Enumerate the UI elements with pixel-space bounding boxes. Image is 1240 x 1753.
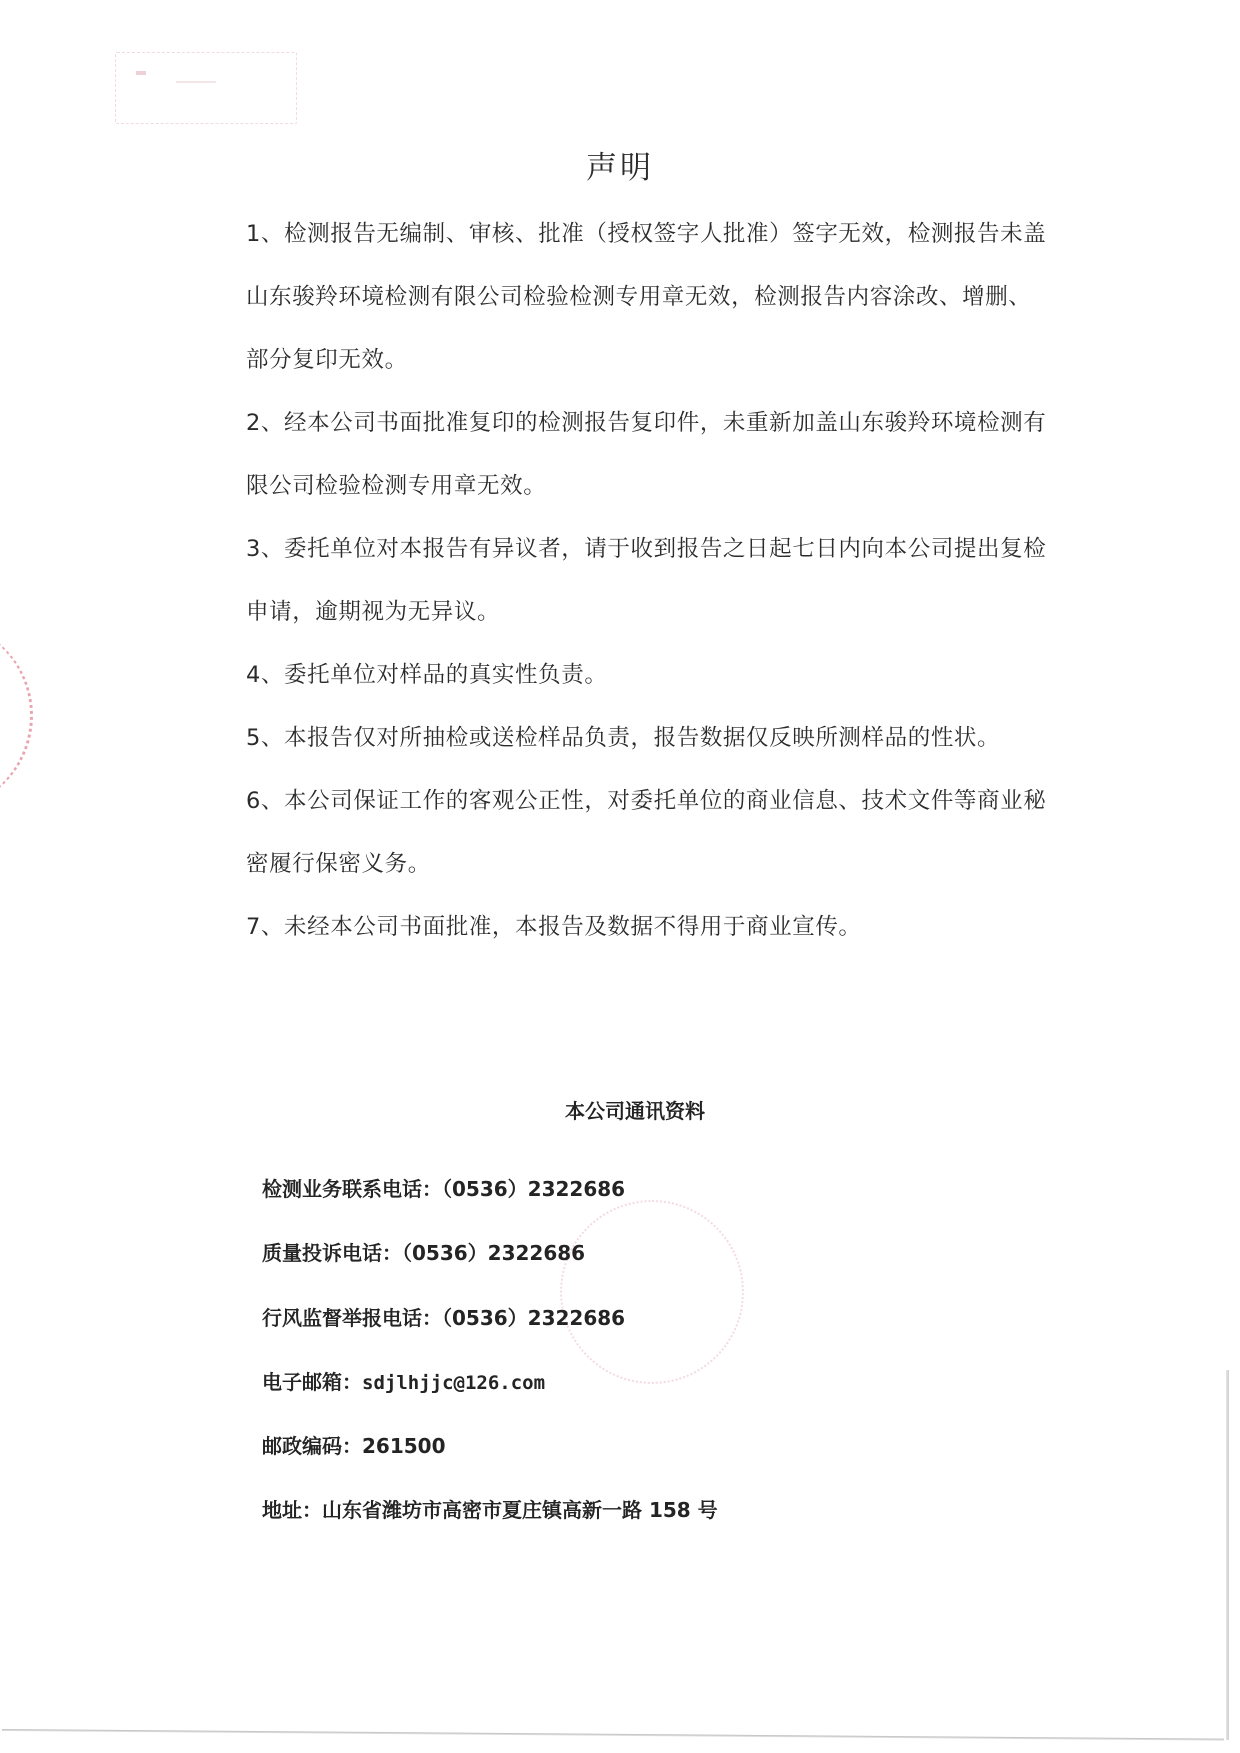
clause-text: 7、未经本公司书面批准，本报告及数据不得用于商业宣传。 <box>246 914 862 940</box>
contact-value: （0536）2322686 <box>442 1306 626 1330</box>
page-edge-bottom <box>2 1729 1224 1741</box>
contact-label: 行风监督举报电话： <box>262 1306 442 1330</box>
red-seal-icon <box>560 1200 744 1384</box>
red-seal-edge-icon <box>0 607 45 823</box>
clause-7 <box>198 896 1048 959</box>
stamp-fragment <box>136 71 146 75</box>
clause-4 <box>198 644 1048 707</box>
clause-text: 3、委托单位对本报告有异议者，请于收到报告之日起七日内向本公司提出复检申请，逾期视为无异议。 <box>246 536 1047 625</box>
contact-label: 邮政编码： <box>262 1434 362 1458</box>
contact-business-phone <box>262 1173 625 1202</box>
faded-stamp-mark <box>115 52 297 124</box>
contact-value: 261500 <box>362 1434 446 1458</box>
contact-value: sdjlhjjc@126.com <box>362 1372 546 1394</box>
clause-text: 1、检测报告无编制、审核、批准（授权签字人批准）签字无效，检测报告未盖山东骏羚环境检测有限公司检验检测专用章无效，检测报告内容涂改、增删、部分复印无效。 <box>246 221 1047 373</box>
clause-text: 6、本公司保证工作的客观公正性，对委托单位的商业信息、技术文件等商业秘密履行保密义务。 <box>246 788 1047 877</box>
clause-3 <box>198 518 1048 644</box>
contact-postcode <box>262 1430 446 1459</box>
contact-address <box>262 1494 718 1523</box>
contact-label: 质量投诉电话： <box>262 1241 402 1265</box>
contact-label: 地址： <box>262 1498 322 1522</box>
page-edge-right <box>1226 1370 1229 1740</box>
clause-text: 4、委托单位对样品的真实性负责。 <box>246 662 608 688</box>
contact-value: 山东省潍坊市高密市夏庄镇高新一路 158 号 <box>322 1498 718 1522</box>
contact-supervision-phone <box>262 1302 625 1331</box>
contact-label: 电子邮箱： <box>262 1370 362 1394</box>
clause-2 <box>198 392 1048 518</box>
contact-section-title: 本公司通讯资料 <box>565 1099 705 1123</box>
clause-5 <box>198 707 1048 770</box>
contact-label: 检测业务联系电话： <box>262 1177 442 1201</box>
clause-1 <box>198 203 1048 392</box>
page-title: 声明 <box>586 150 654 186</box>
clause-text: 5、本报告仅对所抽检或送检样品负责，报告数据仅反映所测样品的性状。 <box>246 725 1001 751</box>
clause-6 <box>198 770 1048 896</box>
contact-email <box>262 1366 545 1395</box>
contact-complaint-phone <box>262 1237 585 1266</box>
clause-text: 2、经本公司书面批准复印的检测报告复印件，未重新加盖山东骏羚环境检测有限公司检验检测专用章无效。 <box>246 410 1047 499</box>
stamp-fragment <box>176 81 216 83</box>
contact-value: （0536）2322686 <box>402 1241 586 1265</box>
contact-value: （0536）2322686 <box>442 1177 626 1201</box>
